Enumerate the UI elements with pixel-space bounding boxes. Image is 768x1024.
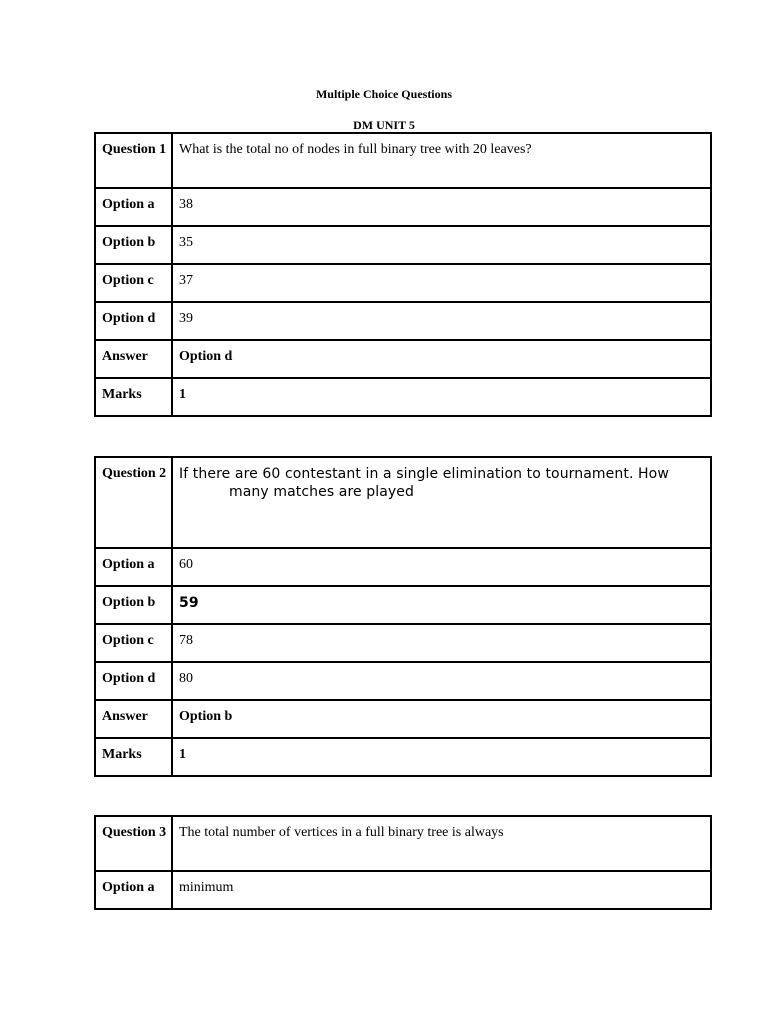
question-text: The total number of vertices in a full binary tree is always [172, 816, 711, 871]
question-text-line1: If there are 60 contestant in a single elimination to tournament. How [179, 466, 669, 482]
document-title: Multiple Choice Questions [315, 87, 452, 101]
option-label: Option d [95, 302, 172, 340]
option-row [95, 188, 711, 226]
option-value: 59 [172, 586, 711, 624]
option-label: Option c [95, 264, 172, 302]
question-1-table [94, 132, 712, 417]
option-value: 35 [172, 226, 711, 264]
option-label: Option b [95, 586, 172, 624]
option-label: Option d [95, 662, 172, 700]
option-row [95, 662, 711, 700]
option-value: 60 [172, 548, 711, 586]
answer-label: Answer [95, 700, 172, 738]
option-value: 38 [172, 188, 711, 226]
option-value: 39 [172, 302, 711, 340]
marks-label: Marks [95, 378, 172, 416]
option-value: 78 [172, 624, 711, 662]
question-label: Question 2 [95, 457, 172, 548]
option-label: Option c [95, 624, 172, 662]
option-row [95, 226, 711, 264]
marks-row [95, 378, 711, 416]
answer-label: Answer [95, 340, 172, 378]
option-label: Option a [95, 548, 172, 586]
question-2-table [94, 456, 712, 777]
option-label: Option a [95, 188, 172, 226]
option-label: Option b [95, 226, 172, 264]
answer-value: Option b [172, 700, 711, 738]
option-value: 37 [172, 264, 711, 302]
question-3-table [94, 815, 712, 910]
marks-value: 1 [172, 378, 711, 416]
question-row [95, 457, 711, 548]
option-row [95, 624, 711, 662]
option-row [95, 302, 711, 340]
option-row [95, 548, 711, 586]
question-text: What is the total no of nodes in full binary tree with 20 leaves? [172, 133, 711, 188]
question-row [95, 816, 711, 871]
question-label: Question 1 [95, 133, 172, 188]
option-value: minimum [172, 871, 711, 909]
marks-row [95, 738, 711, 776]
option-value: 80 [172, 662, 711, 700]
answer-row [95, 700, 711, 738]
question-row [95, 133, 711, 188]
option-row [95, 871, 711, 909]
answer-row [95, 340, 711, 378]
question-text [172, 457, 711, 548]
marks-value: 1 [172, 738, 711, 776]
option-label: Option a [95, 871, 172, 909]
question-text-line2: many matches are played [229, 484, 414, 500]
answer-value: Option d [172, 340, 711, 378]
option-row [95, 586, 711, 624]
option-row [95, 264, 711, 302]
marks-label: Marks [95, 738, 172, 776]
document-subtitle: DM UNIT 5 [353, 118, 415, 132]
question-label: Question 3 [95, 816, 172, 871]
